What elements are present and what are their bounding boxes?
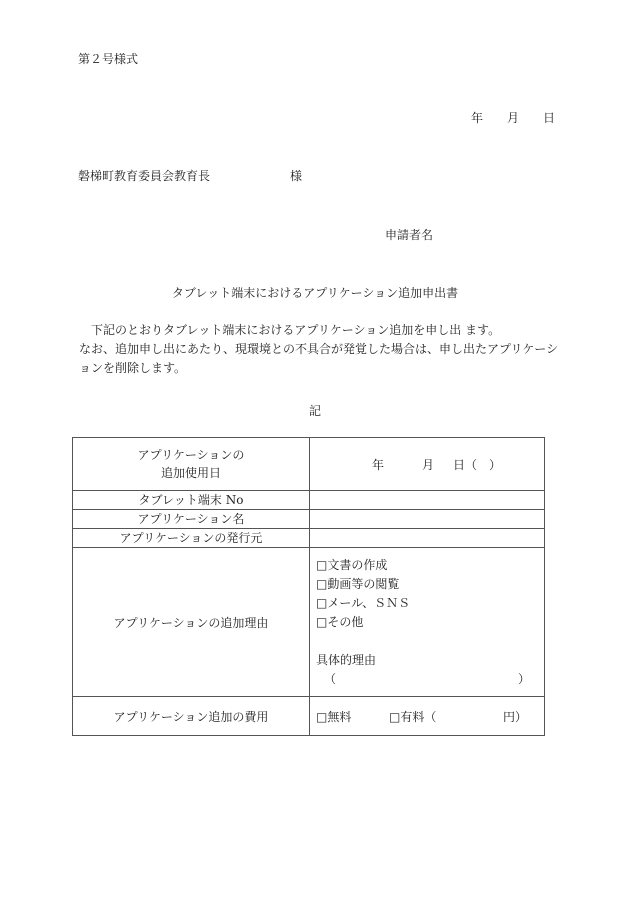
- app-name-field[interactable]: [310, 510, 545, 529]
- table-row-reason: [73, 548, 545, 697]
- use-date-field[interactable]: [310, 438, 545, 491]
- cost-field: [310, 697, 545, 736]
- specific-reason-input[interactable]: （ ）: [324, 671, 530, 686]
- addressee-honorific: 様: [290, 169, 303, 183]
- table-row-cost: [73, 697, 545, 736]
- reason-label: アプリケーションの追加理由: [73, 548, 310, 697]
- date-year: 年: [471, 111, 484, 125]
- app-name-label: アプリケーション名: [73, 510, 310, 529]
- tablet-no-label: タブレット端末 No: [73, 491, 310, 510]
- use-date-month: 月: [421, 457, 434, 472]
- form-number: 第２号様式: [78, 52, 139, 66]
- table-row-publisher: [73, 529, 545, 548]
- ki-heading: 記: [308, 404, 321, 418]
- table-row-use-date: [73, 438, 545, 491]
- table-row-tablet-no: [73, 491, 545, 510]
- reason-checkbox-document[interactable]: □文書の作成: [316, 557, 388, 572]
- addressee: [78, 167, 302, 184]
- tablet-no-field[interactable]: [310, 491, 545, 510]
- reason-field: [310, 548, 545, 697]
- reason-checkbox-video[interactable]: □動画等の閲覧: [316, 576, 400, 591]
- publisher-field[interactable]: [310, 529, 545, 548]
- reason-checkbox-mail-sns[interactable]: □メール、ＳＮＳ: [316, 595, 411, 610]
- date-line: [471, 109, 555, 126]
- table-row-app-name: [73, 510, 545, 529]
- use-date-label: アプリケーションの 追加使用日: [73, 438, 310, 491]
- use-date-year: 年: [371, 457, 384, 472]
- date-month: 月: [507, 111, 520, 125]
- body-paragraph-1: 下記のとおりタブレット端末におけるアプリケーション追加を申し出 ます。: [91, 323, 501, 337]
- body-paragraph-2: なお、追加申し出にあたり、現環境との不具合が発覚した場合は、申し出たアプリケーションを削除します。: [79, 342, 559, 375]
- body-text: [79, 321, 559, 378]
- document-title: タブレット端末におけるアプリケーション追加申出書: [171, 286, 459, 300]
- cost-free-checkbox[interactable]: □無料: [316, 709, 352, 724]
- application-table: [72, 437, 545, 736]
- addressee-name: 磐梯町教育委員会教育長: [78, 169, 211, 183]
- date-day: 日: [543, 111, 556, 125]
- specific-reason-label: 具体的理由: [316, 652, 377, 667]
- cost-yen-label: 円）: [503, 709, 528, 724]
- publisher-label: アプリケーションの発行元: [73, 529, 310, 548]
- cost-paid-checkbox[interactable]: □有料（: [389, 709, 437, 724]
- use-date-day: 日（ ）: [452, 457, 501, 472]
- cost-label: アプリケーション追加の費用: [73, 697, 310, 736]
- reason-checkbox-other[interactable]: □その他: [316, 614, 364, 629]
- applicant-name-label: 申請者名: [385, 228, 434, 242]
